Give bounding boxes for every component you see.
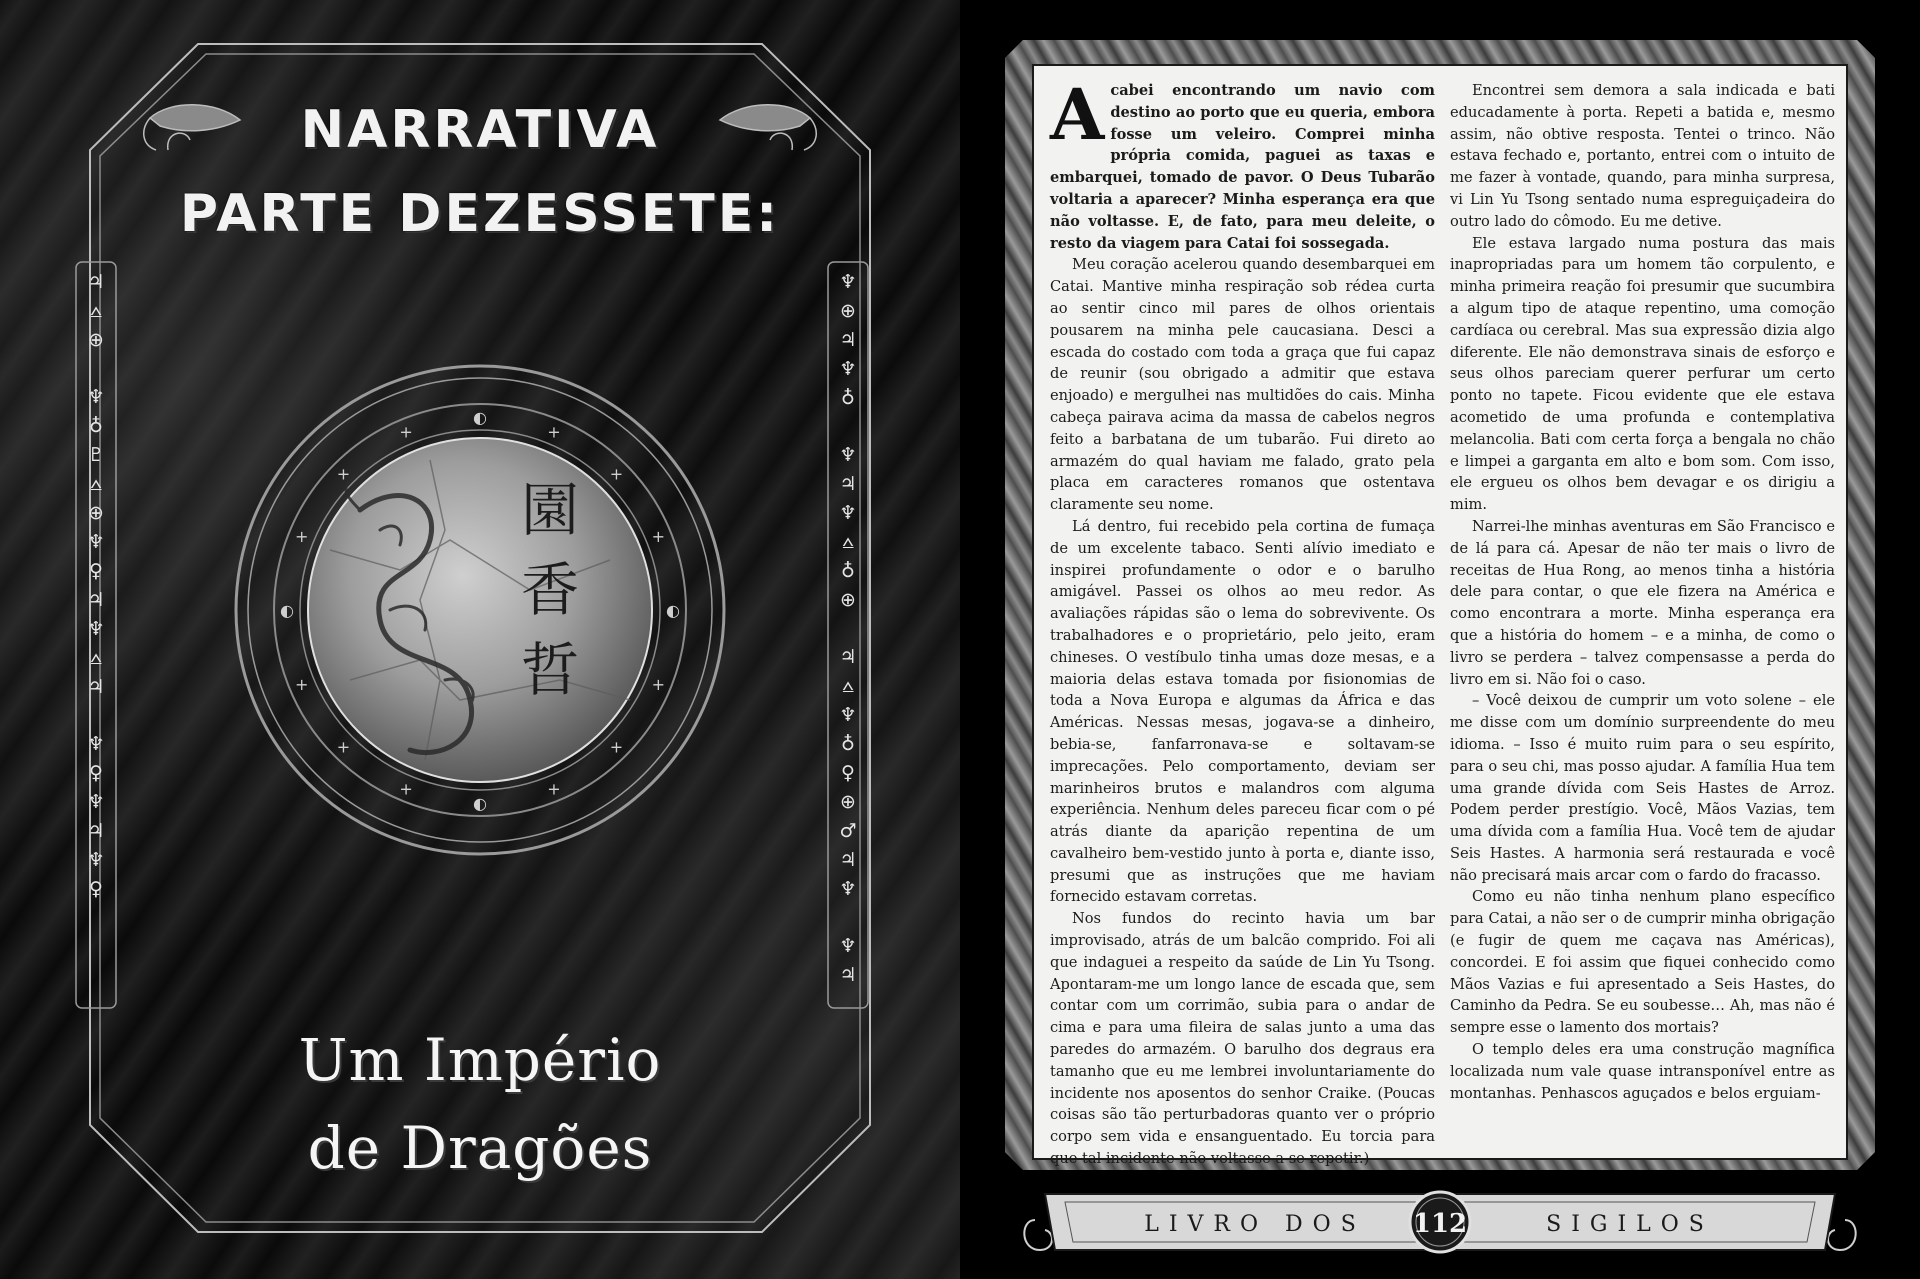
text-column-right [1450, 80, 1835, 1104]
alchemical-sigil-icon: ♃ [87, 820, 105, 842]
alchemical-sigil-icon: ⊕ [88, 329, 104, 351]
alchemical-sigil-icon: ⊕ [840, 589, 856, 611]
alchemical-sigil-icon: ⩟ [90, 300, 102, 322]
chapter-title-line1: NARRATIVA [300, 100, 660, 160]
moon-icon: ◐ [280, 601, 294, 620]
right-page [960, 0, 1920, 1279]
alchemical-sigil-icon: ♃ [839, 964, 857, 986]
cross-icon: + [336, 464, 351, 484]
cross-icon: + [547, 779, 561, 799]
alchemical-sigil-icon: ♃ [87, 589, 105, 611]
alchemical-sigil-icon: ⩟ [842, 675, 854, 697]
alchemical-sigil-icon: ♆ [87, 791, 105, 813]
alchemical-sigil-icon: ♆ [87, 733, 105, 755]
alchemical-sigil-icon: ⊕ [88, 502, 104, 524]
cross-icon: + [399, 779, 413, 799]
alchemical-sigil-icon: ♃ [839, 329, 857, 351]
paragraph: O templo deles era uma construção magnífica localizada num vale quase intransponível entre as montanhas. Penhascos aguçados e belos erguiam- [1450, 1041, 1835, 1102]
alchemical-sigil-icon: ♀ [89, 762, 103, 784]
text-panel [1032, 64, 1848, 1168]
alchemical-sigil-icon: ♃ [839, 646, 857, 668]
chapter-subtitle-line1: Um Império [298, 1026, 662, 1094]
footer-right-text: SIGILOS [1546, 1212, 1714, 1237]
cross-icon: + [651, 674, 666, 694]
alchemical-sigil-icon: ♆ [839, 502, 857, 524]
paragraph: Encontrei sem demora a sala indicada e bati educadamente à porta. Repeti a batida e, mesmo assim, não obtive resposta. Tentei o trinco. Não estava fechado e, portanto, entrei com o intuito de me fazer à vontade, quando, para minha surpresa, vi Lin Yu Tsong sentado numa espreguiçadeira do outro lado do cômodo. Eu me detive. [1450, 82, 1835, 230]
alchemical-sigil-icon: ♃ [839, 849, 857, 871]
alchemical-sigil-icon: ♀ [89, 560, 103, 582]
alchemical-sigil-icon: ♆ [87, 531, 105, 553]
moon-icon: ◐ [666, 601, 680, 620]
paragraph: Lá dentro, fui recebido pela cortina de fumaça de um excelente tabaco. Senti alívio imediato e inspirei profundamente o odor e o barulho amigável. Passei os olhos ao meu redor. As avaliações rápidas são o lema do sobrevivente. Os trabalhadores e o proprietário, pelo jeito, eram chineses. O vestíbulo tinha umas doze mesas, e a maioria delas estava tomada por fisionomias de toda a Nova Europa e algumas da África e das Américas. Nessas mesas, jogava-se a dinheiro, bebia-se, fanfarronava-se e soltavam-se imprecações. Pelo comportamento, deviam ser marinheiros brutos e malandros com alguma experiência. Nenhum deles pareceu ficar com o pé atrás diante da aparição repentina de um cavalheiro bem-vestido junto à porta e, diante isso, presumi que as instruções que me haviam fornecido estavam corretas. [1050, 517, 1435, 906]
paragraph: Narrei-lhe minhas aventuras em São Francisco e de lá para cá. Apesar de não ter mais o livro de receitas de Hua Rong, ao menos tinha a história dele para contar, o que ele fizera na América e como encontrara a morte. Minha esperança era que a história do homem – e a minha, de como o livro se perdera – talvez compensasse a perda do livro em si. Não foi o caso. [1450, 517, 1835, 688]
alchemical-sigil-icon: ⊕ [840, 300, 856, 322]
alchemical-sigil-icon: ♂ [839, 820, 857, 842]
cross-icon: + [651, 527, 666, 547]
alchemical-sigil-icon: ♀ [841, 762, 855, 784]
cross-icon: + [609, 737, 624, 757]
paragraph: Nos fundos do recinto havia um bar improvisado, atrás de um balcão comprido. Foi ali que indaguei a respeito da saúde de Lin Yu Tsong. Apontaram-me um longo lance de escada que, sem contar com um corrimão, subia para o andar de cima e para uma fileira de salas junto a uma das paredes do armazém. O barulho dos degraus era tamanho que eu me lembrei involuntariamente do incidente nos aposentos do senhor Craike. (Poucas coisas são tão perturbadoras quanto ver o próprio corpo sem vida e ensanguentado. Eu torcia para que tal incidente não voltasse a se repetir.) [1050, 910, 1435, 1168]
medallion-char-1: 園 [520, 476, 580, 544]
sigil-column-left [78, 268, 114, 998]
alchemical-sigil-icon: ⩟ [90, 647, 102, 669]
moon-icon: ◐ [473, 794, 487, 813]
cross-icon: + [294, 674, 309, 694]
cross-icon: + [399, 422, 413, 442]
alchemical-sigil-icon: ♁ [841, 560, 855, 582]
alchemical-sigil-icon: ♆ [87, 849, 105, 871]
alchemical-sigil-icon: ♆ [839, 358, 857, 380]
alchemical-sigil-icon: ♃ [87, 676, 105, 698]
medallion-char-2: 香 [520, 556, 580, 624]
alchemical-sigil-icon: ⩟ [842, 531, 854, 553]
alchemical-sigil-icon: ♁ [841, 733, 855, 755]
alchemical-sigil-icon: ♃ [839, 473, 857, 495]
cross-icon: + [294, 527, 309, 547]
cross-icon: + [609, 464, 624, 484]
sigil-column-right [830, 268, 866, 998]
alchemical-sigil-icon: ♁ [89, 415, 103, 437]
page-number: 112 [1412, 1209, 1468, 1239]
alchemical-sigil-icon: ♇ [87, 444, 105, 466]
paragraph [1050, 73, 1435, 254]
text-column-left [1050, 73, 1435, 1170]
chapter-subtitle-line2: de Dragões [307, 1114, 653, 1182]
drop-cap: A [1050, 73, 1105, 156]
alchemical-sigil-icon: ♆ [87, 618, 105, 640]
paragraph: Meu coração acelerou quando desembarquei em Catai. Mantive minha respiração sob rédea curta ao sentir cinco mil pares de olhos orientais pousarem na minha pele caucasiana. Desci a escada do costado com toda a graça que fui capaz de reunir (sou obrigado a admitir que estava enjoado) e mergulhei nas multidões do cais. Minha cabeça pairava acima da massa de cabelos negros feito a barbatana de um tubarão. Fui direto ao armazém do qual haviam me falado, grato pela placa em caracteres romanos que ostentava claramente seu nome. [1050, 256, 1435, 514]
cross-icon: + [547, 422, 561, 442]
alchemical-sigil-icon: ♁ [841, 387, 855, 409]
moon-icon: ◐ [473, 408, 487, 427]
alchemical-sigil-icon: ♆ [839, 444, 857, 466]
paragraph: Ele estava largado numa postura das mais inapropriadas para um homem tão corpulento, e minha primeira reação foi presumir que sucumbira a algum tipo de ataque repentino, uma comoção cardíaca ou cerebral. Mas sua expressão dizia algo diferente. Ele não demonstrava sinais de esforço e seus olhos pareciam querer perfurar um certo ponto no tapete. Ficou evidente que ele estava acometido de uma profunda e contemplativa melancolia. Bati com certa força a bengala no chão e limpei a garganta em alto e bom som. Com isso, ele ergueu os olhos bem devagar e os dirigiu a mim. [1450, 234, 1835, 514]
chapter-title-line2: PARTE DEZESSETE: [179, 184, 781, 244]
dragon-medallion [230, 360, 730, 860]
alchemical-sigil-icon: ♆ [839, 878, 857, 900]
alchemical-sigil-icon: ⊕ [840, 791, 856, 813]
cross-icon: + [336, 737, 351, 757]
alchemical-sigil-icon: ⩟ [90, 473, 102, 495]
footer-banner [1015, 1180, 1865, 1266]
paragraph: Como eu não tinha nenhum plano específico para Catai, a não ser o de cumprir minha obrigação (e fugir de quem me caçava nas Américas), concordei. E foi assim que fiquei conhecido como Mãos Vazias e fui apresentado a Seis Hastes, do Caminho da Pedra. Se eu soubesse… Ah, mas não é sempre esse o lamento dos mortais? [1450, 888, 1835, 1037]
alchemical-sigil-icon: ♀ [89, 878, 103, 900]
alchemical-sigil-icon: ♆ [839, 935, 857, 957]
alchemical-sigil-icon: ♆ [839, 271, 857, 293]
alchemical-sigil-icon: ♆ [839, 704, 857, 726]
footer-left-text: LIVRO DOS [1144, 1212, 1366, 1237]
medallion-char-3: 哲 [520, 636, 580, 704]
paragraph: – Você deixou de cumprir um voto solene – ele me disse com um domínio surpreendente do meu idioma. – Isso é muito ruim para o seu espírito, para o seu chi, mas posso ajudar. A família Hua tem uma grande dívida com Seis Hastes de Arroz. Podem perder prestígio. Você, Mãos Vazias, tem uma dívida com a família Hua. Você tem de ajudar Seis Hastes. A harmonia será restaurada e você não precisará mais arcar com o fardo do fracasso. [1450, 692, 1835, 884]
alchemical-sigil-icon: ♆ [87, 386, 105, 408]
alchemical-sigil-icon: ♃ [87, 271, 105, 293]
paragraph-text: cabei encontrando um navio com destino ao porto que eu queria, embora fosse um veleiro. Comprei minha própria comida, paguei as taxas e embarquei, tomado de pavor. O Deus Tubarão voltaria a aparecer? Minha esperança era que não voltasse. E, de fato, para meu deleite, o resto da viagem para Catai foi sossegada. [1050, 82, 1435, 252]
